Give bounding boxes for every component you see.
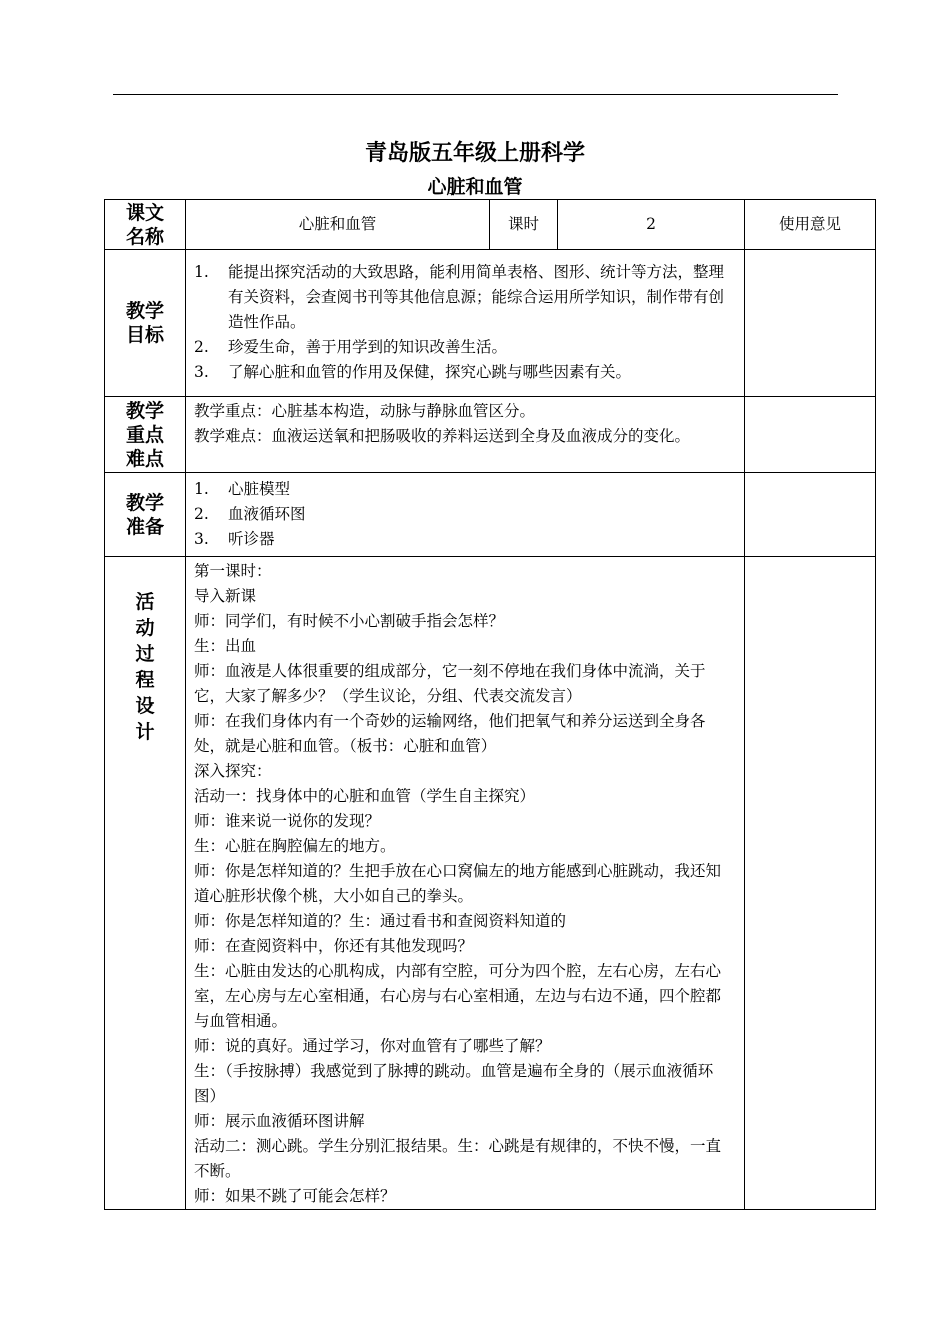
label-line: 教学 xyxy=(125,300,164,322)
feedback-cell xyxy=(745,397,876,473)
difficult-point: 教学难点：血液运送氧和把肠吸收的养料运送到全身及血液成分的变化。 xyxy=(194,427,691,445)
list-text: 听诊器 xyxy=(228,530,275,548)
list-number: 2. xyxy=(194,505,209,523)
list-text: 血液循环图 xyxy=(228,505,306,523)
label-line: 难点 xyxy=(125,447,164,470)
process-line: 师：谁来说一说你的发现？ xyxy=(194,812,381,830)
feedback-cell xyxy=(745,250,876,397)
list-item xyxy=(194,260,736,335)
lesson-name-value: 心脏和血管 xyxy=(186,200,490,250)
process-content xyxy=(186,557,745,1210)
list-number: 3. xyxy=(194,530,209,548)
preparation-list xyxy=(194,477,736,552)
label-line: 课文 xyxy=(125,201,164,224)
label-char: 计 xyxy=(135,721,155,743)
label-line: 教学 xyxy=(125,491,164,514)
process-line: 生：心脏在胸腔偏左的地方。 xyxy=(194,837,396,855)
key-points-label xyxy=(105,397,186,473)
period-value: 2 xyxy=(558,200,745,250)
process-line: 第一课时： xyxy=(194,562,272,580)
process-line: 师：你是怎样知道的？生：通过看书和查阅资料知道的 xyxy=(194,912,567,930)
key-points-content xyxy=(186,397,745,473)
process-line: 师：同学们，有时候不小心割破手指会怎样？ xyxy=(194,612,505,630)
list-number: 2. xyxy=(194,338,209,356)
process-line: 生：心脏由发达的心肌构成，内部有空腔，可分为四个腔，左右心房，左右心室，左心房与左心室相通，右心房与右心室相通，左边与右边不通，四个腔都与血管相通。 xyxy=(194,962,722,1030)
label-line: 教学 xyxy=(125,399,164,422)
feedback-cell xyxy=(745,473,876,557)
process-line: 师：如果不跳了可能会怎样？ xyxy=(194,1187,396,1205)
objectives-label xyxy=(105,250,186,397)
label-char: 过 xyxy=(135,643,155,665)
list-item xyxy=(194,502,736,527)
preparation-label xyxy=(105,473,186,557)
lesson-name-label xyxy=(105,200,186,250)
label-char: 动 xyxy=(135,617,155,639)
list-number: 3. xyxy=(194,363,209,381)
label-line: 名称 xyxy=(125,225,164,248)
list-number: 1. xyxy=(194,263,209,281)
process-line: 师：展示血液循环图讲解 xyxy=(194,1112,365,1130)
preparation-row xyxy=(105,473,876,557)
objectives-list xyxy=(194,260,736,385)
process-line: 师：你是怎样知道的？生把手放在心口窝偏左的地方能感到心脏跳动，我还知道心脏形状像个桃，大小如自己的拳头。 xyxy=(194,862,722,905)
process-line: 生：（手按脉搏）我感觉到了脉搏的跳动。血管是遍布全身的（展示血液循环图） xyxy=(194,1062,714,1105)
list-text: 了解心脏和血管的作用及保健，探究心跳与哪些因素有关。 xyxy=(228,363,632,381)
list-item xyxy=(194,360,736,385)
preparation-content xyxy=(186,473,745,557)
process-line: 活动一：找身体中的心脏和血管（学生自主探究） xyxy=(194,787,536,805)
label-char: 设 xyxy=(135,695,155,717)
list-text: 珍爱生命，善于用学到的知识改善生活。 xyxy=(228,338,508,356)
label-line: 重点 xyxy=(125,423,164,446)
label-line: 目标 xyxy=(125,324,164,346)
process-line: 导入新课 xyxy=(194,587,257,605)
label-char: 程 xyxy=(135,669,155,691)
objectives-row xyxy=(105,250,876,397)
list-number: 1. xyxy=(194,480,209,498)
list-item xyxy=(194,477,736,502)
document-title: 青岛版五年级上册科学 xyxy=(364,141,585,166)
process-line: 生：出血 xyxy=(194,637,257,655)
list-item xyxy=(194,527,736,552)
key-point: 教学重点：心脏基本构造，动脉与静脉血管区分。 xyxy=(194,402,536,420)
header-rule xyxy=(113,94,838,95)
process-line: 师：在查阅资料中，你还有其他发现吗？ xyxy=(194,937,474,955)
process-line: 师：血液是人体很重要的组成部分，它一刻不停地在我们身体中流淌，关于它，大家了解多少？（学生议论，分组、代表交流发言） xyxy=(194,662,706,705)
lesson-plan-table xyxy=(104,199,876,1210)
list-text: 心脏模型 xyxy=(228,480,291,498)
lesson-name-row xyxy=(105,200,876,250)
key-points-row xyxy=(105,397,876,473)
feedback-cell xyxy=(745,557,876,1210)
feedback-label: 使用意见 xyxy=(745,200,876,250)
process-line: 活动二：测心跳。学生分别汇报结果。生：心跳是有规律的，不快不慢，一直不断。 xyxy=(194,1137,722,1180)
list-item xyxy=(194,335,736,360)
process-row xyxy=(105,557,876,1210)
period-label: 课时 xyxy=(490,200,558,250)
label-line: 准备 xyxy=(125,515,164,538)
document-subtitle: 心脏和血管 xyxy=(427,176,523,198)
list-text: 能提出探究活动的大致思路，能利用简单表格、图形、统计等方法，整理有关资料，会查阅书刊等其他信息源；能综合运用所学知识，制作带有创造性作品。 xyxy=(228,263,725,331)
process-line: 深入探究： xyxy=(194,762,272,780)
objectives-content xyxy=(186,250,745,397)
process-line: 师：说的真好。通过学习，你对血管有了哪些了解？ xyxy=(194,1037,551,1055)
process-label xyxy=(105,557,186,1210)
label-char: 活 xyxy=(135,591,155,613)
process-line: 师：在我们身体内有一个奇妙的运输网络，他们把氧气和养分运送到全身各处，就是心脏和血管。（板书：心脏和血管） xyxy=(194,712,706,755)
